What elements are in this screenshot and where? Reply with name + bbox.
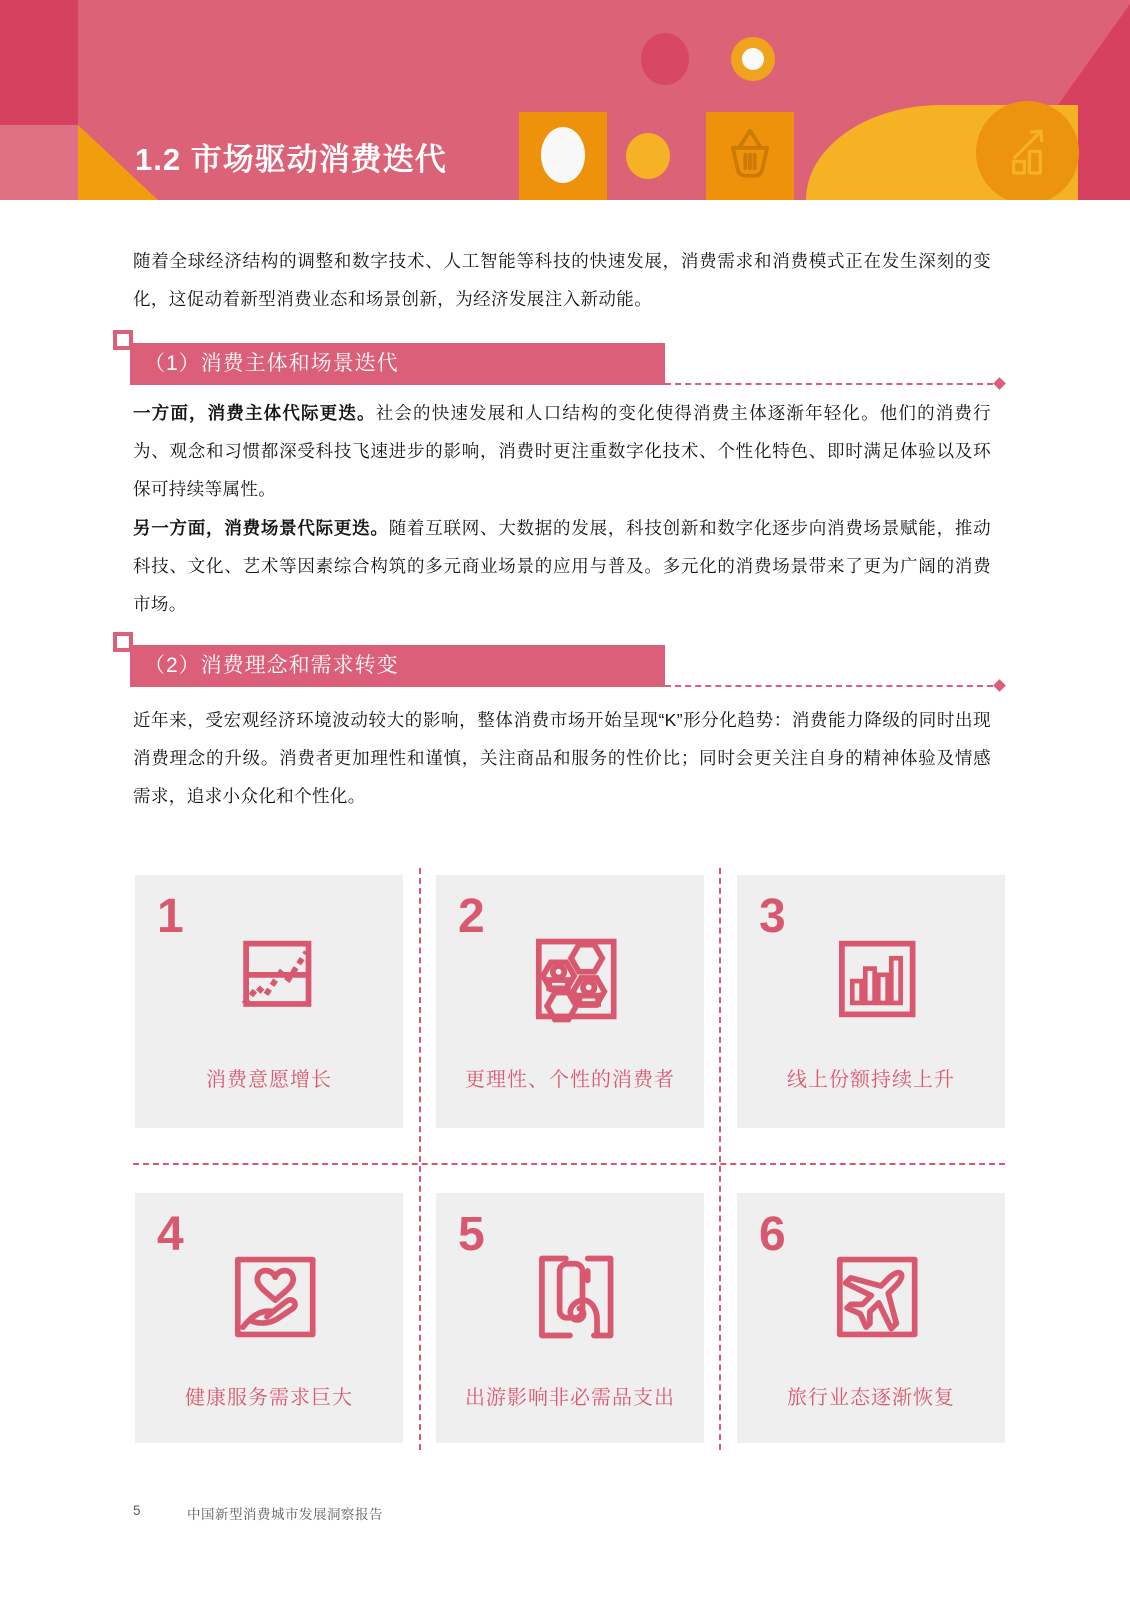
decor-dark-red-square: [0, 0, 78, 125]
decor-light-pink-block: [0, 125, 78, 200]
grid-horizontal-divider: [133, 1163, 1005, 1165]
decor-growth-circle: [976, 101, 1079, 200]
grid-vertical-divider: [419, 868, 421, 1450]
decor-white-circle: [541, 127, 585, 183]
card-number: 5: [458, 1208, 485, 1261]
card-label: 健康服务需求巨大: [185, 1387, 353, 1409]
hexagon-consumers-icon: [524, 927, 628, 1036]
shopping-basket-icon: [715, 119, 785, 194]
card-number: 1: [157, 890, 184, 943]
paragraph-text: 随着互联网、大数据的发展，科技创新和数字化逐步向消费场景赋能，推动科技、文化、艺术等因素综合构筑的多元商业场景的应用与普及。多元化的消费场景带来了更为广阔的消费市场。: [133, 518, 991, 614]
card-travel-spending: [436, 1193, 704, 1443]
card-label: 消费意愿增长: [206, 1069, 332, 1091]
card-number: 2: [458, 890, 485, 943]
section-2-heading-bar: [130, 645, 665, 687]
airplane-icon: [825, 1245, 929, 1354]
paragraph-lead: 另一方面，消费场景代际更迭。: [133, 518, 389, 538]
diamond-end-cap: [993, 377, 1006, 390]
highlight-card-grid: [133, 868, 1005, 1450]
decor-orange-square-1: [519, 112, 607, 200]
decor-orange-ring: [731, 37, 775, 81]
card-travel-recovery: [737, 1193, 1005, 1443]
section-1-heading-bar: [130, 343, 665, 385]
bar-chart-icon: [825, 927, 929, 1036]
section-2-paragraph: [133, 701, 991, 815]
card-label: 线上份额持续上升: [787, 1069, 955, 1091]
paragraph-text: 社会的快速发展和人口结构的变化使得消费主体逐渐年轻化。他们的消费行为、观念和习惯都深受科技飞速进步的影响，消费时更注重数字化技术、个性化特色、即时满足体验以及环保可持续等属性。: [133, 403, 992, 499]
section-2-dashed-rule: [665, 685, 993, 687]
card-online-share: [737, 875, 1005, 1128]
page-title: 1.2 市场驱动消费迭代: [135, 142, 447, 177]
decor-yellow-circle: [626, 133, 670, 179]
section-2-heading: （2）消费理念和需求转变: [144, 654, 399, 677]
card-number: 4: [157, 1208, 184, 1261]
grid-vertical-divider: [719, 868, 721, 1450]
card-number: 3: [759, 890, 786, 943]
card-label: 更理性、个性的消费者: [465, 1069, 675, 1091]
card-health-services: [135, 1193, 403, 1443]
card-number: 6: [759, 1208, 786, 1261]
page-number: 5: [133, 1503, 141, 1518]
section-1-dashed-rule: [665, 383, 993, 385]
paragraph-text: 近年来，受宏观经济环境波动较大的影响，整体消费市场开始呈现“K”形分化趋势：消费能力降级的同时出现消费理念的升级。消费者更加理性和谨慎，关注商品和服务的性价比；同时会更关注自身的精神体验及情感需求，追求小众化和个性化。: [133, 710, 991, 806]
card-label: 旅行业态逐渐恢复: [787, 1387, 955, 1409]
footer-report-title: 中国新型消费城市发展洞察报告: [187, 1507, 383, 1522]
trend-chart-icon: [223, 927, 327, 1036]
card-rational-consumers: [436, 875, 704, 1128]
hand-heart-icon: [223, 1245, 327, 1354]
intro-paragraph: 随着全球经济结构的调整和数字技术、人工智能等科技的快速发展，消费需求和消费模式正在发生深刻的变化，这促动着新型消费业态和场景创新，为经济发展注入新动能。: [133, 251, 991, 309]
paragraph-lead: 一方面，消费主体代际更迭。: [133, 403, 376, 423]
section-1-paragraph-1: [133, 394, 991, 508]
growth-chart-icon: [992, 114, 1064, 191]
card-label: 出游影响非必需品支出: [465, 1387, 675, 1409]
page-header-banner: [0, 0, 1130, 200]
section-1-paragraph-2: [133, 509, 991, 623]
section-1-heading: （1）消费主体和场景迭代: [144, 352, 399, 375]
decor-orange-square-2: [706, 112, 794, 200]
card-payment-icon: [524, 1245, 628, 1354]
diamond-end-cap: [993, 679, 1006, 692]
card-consumption-willingness: [135, 875, 403, 1128]
decor-dark-red-circle: [641, 33, 689, 85]
